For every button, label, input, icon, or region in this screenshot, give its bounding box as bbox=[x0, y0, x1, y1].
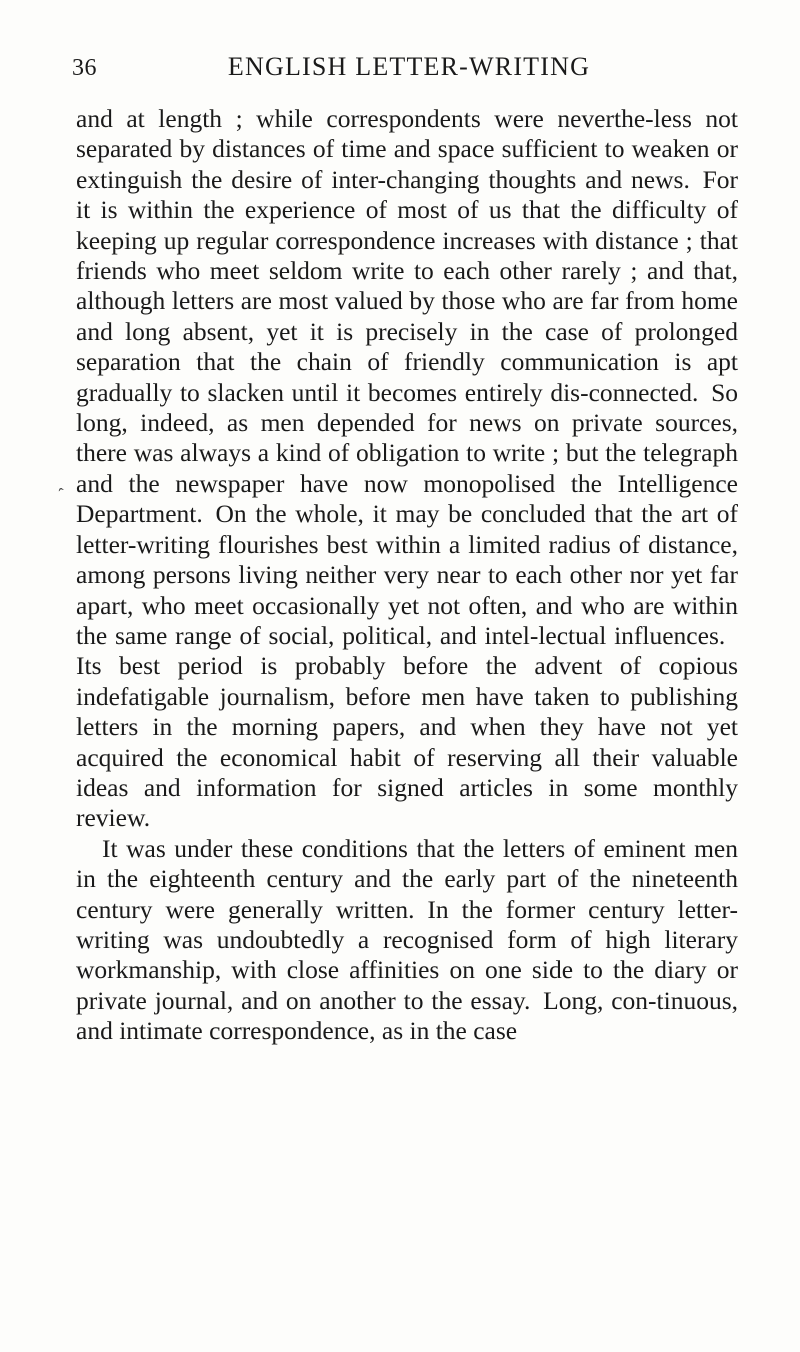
page-number: 36 bbox=[72, 55, 97, 81]
running-title: ENGLISH LETTER-WRITING bbox=[227, 52, 591, 81]
paragraph-2: It was under these conditions that the letters of eminent men in the eighteenth century and the early part of the nineteenth century were generally written. In the former century letter-writing was undoubtedly a recognised form of high literary workmanship, with close affinities on one side to the diary or private journal, and on another to the essay. Long, con-tinuous, and intimate correspondence, as in the case bbox=[76, 833, 738, 1046]
stray-pen-mark: ˆ bbox=[57, 485, 68, 504]
paragraph-1: and at length ; while correspondents were neverthe-less not separated by distances of time and space sufficient to weaken or extinguish the desire of inter-changing thoughts and news. For it is within the experience of most of us that the difficulty of keeping up regular correspondence increases with distance ; that friends who meet seldom write to each other rarely ; and that, although letters are most valued by those who are far from home and long absent, yet it is precisely in the case of prolonged separation that the chain of friendly communication is apt gradually to slacken until it becomes entirely dis-connected. So long, indeed, as men depended for news on private sources, there was always a kind of obligation to write ; but the telegraph and the newspaper have now monopolised the Intelligence Department. On the whole, it may be concluded that the art of letter-writing flourishes best within a limited radius of distance, among persons living neither very near to each other nor yet far apart, who meet occasionally yet not often, and who are within the same range of social, political, and intel-lectual influences. Its best period is probably before the advent of copious indefatigable journalism, before men have taken to publishing letters in the morning papers, and when they have not yet acquired the economical habit of reserving all their valuable ideas and information for signed articles in some monthly review. bbox=[76, 104, 738, 833]
page-header bbox=[72, 52, 738, 82]
body-text bbox=[76, 104, 738, 1047]
